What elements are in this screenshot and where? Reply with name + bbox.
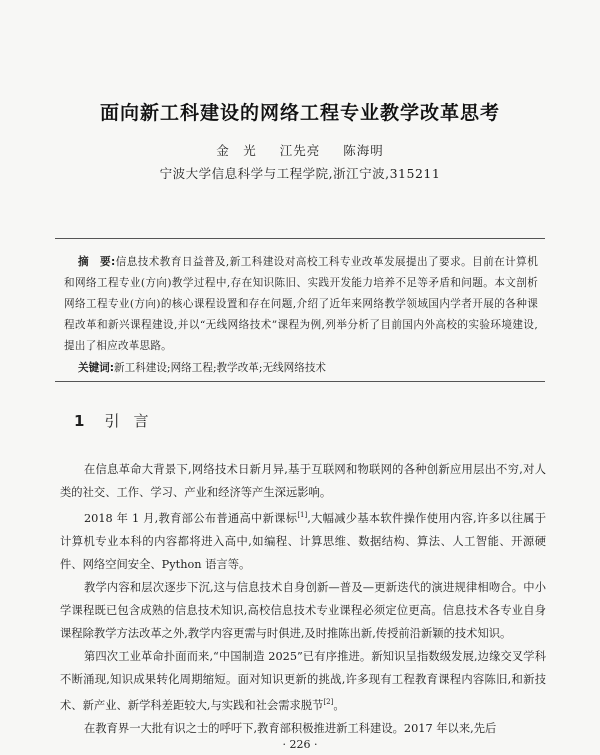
abstract-label: 摘 要: bbox=[78, 256, 116, 268]
abstract bbox=[64, 252, 538, 357]
page-number: · 226 · bbox=[282, 738, 318, 751]
paragraph: 教学内容和层次逐步下沉,这与信息技术自身创新—普及—更新迭代的演进规律相吻合。中小学课程既已包含成熟的信息技术知识,高校信息技术专业课程必须定位更高。信息技术各专业自身课程除教学方法改革之外,教学内容更需与时俱进,及时推陈出新,传授前沿新颖的技术知识。 bbox=[60, 580, 546, 640]
keywords bbox=[78, 359, 538, 377]
paragraph: 在教育界一大批有识之士的呼吁下,教育部积极推进新工科建设。2017 年以来,先后 bbox=[84, 721, 497, 735]
section-title: 引言 bbox=[104, 412, 163, 430]
abstract-bottom-rule bbox=[55, 381, 545, 382]
abstract-top-rule bbox=[55, 238, 545, 239]
section-heading bbox=[74, 410, 162, 431]
paragraph: 2018 年 1 月,教育部公布普通高中新课标[1],大幅减少基本软件操作使用内容,许多以往属于计算机专业本科的内容都将进入高中,如编程、计算思维、数据结构、算法、人工智能、开源硬件、网络空间安全、Python 语言等。 bbox=[60, 511, 547, 571]
citation: [2] bbox=[323, 697, 334, 706]
paragraph: 在信息革命大背景下,网络技术日新月异,基于互联网和物联网的各种创新应用层出不穷,对人类的社交、工作、学习、产业和经济等产生深远影响。 bbox=[60, 463, 546, 499]
author-list bbox=[0, 141, 600, 159]
author-name: 江先亮 bbox=[279, 143, 321, 158]
author-name: 金 光 bbox=[216, 143, 257, 158]
paper-title: 面向新工科建设的网络工程专业教学改革思考 bbox=[99, 102, 500, 124]
section-number: 1 bbox=[74, 412, 87, 430]
keywords-label: 关键词: bbox=[78, 362, 115, 374]
citation: [1] bbox=[297, 511, 308, 519]
paragraph: 第四次工业革命扑面而来,“中国制造 2025”已有序推进。新知识呈指数级发展,边缘交叉学科不断涌现,知识成果转化周期缩短。面对知识更新的挑战,许多现有工程教育课程内容陈旧,和新技术、新产业、新学科差距较大,与实践和社会需求脱节[2]。 bbox=[60, 649, 546, 712]
author-name: 陈海明 bbox=[343, 143, 384, 158]
body-text bbox=[60, 458, 546, 740]
affiliation: 宁波大学信息科学与工程学院,浙江宁波,315211 bbox=[159, 166, 441, 181]
abstract-text: 信息技术教育日益普及,新工科建设对高校工科专业改革发展提出了要求。目前在计算机和网络工程专业(方向)教学过程中,存在知识陈旧、实践开发能力培养不足等矛盾和问题。本文剖析网络工程专业(方向)的核心课程设置和存在问题,介绍了近年来网络教学领域国内学者开展的各种课程改革和新兴课程建设,并以“无线网络技术”课程为例,列举分析了目前国内外高校的实验环境建设,提出了相应改革思路。 bbox=[64, 256, 538, 352]
keywords-text: 新工科建设;网络工程;教学改革;无线网络技术 bbox=[114, 362, 327, 374]
